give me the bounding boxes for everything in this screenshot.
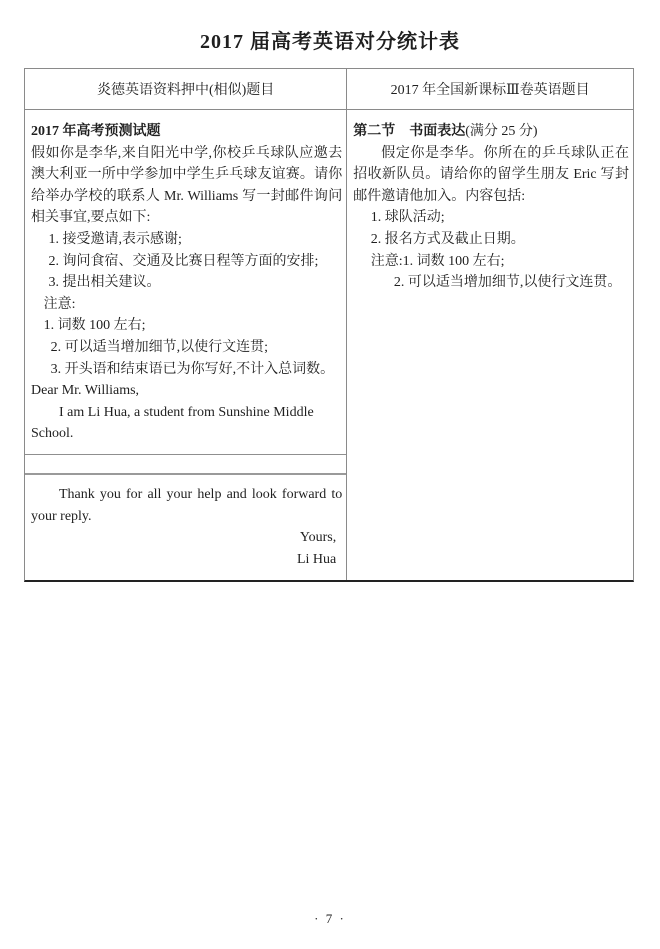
- letter-opening: I am Li Hua, a student from Sunshine Middle School.: [31, 404, 314, 442]
- letter-signature: Li Hua: [296, 551, 337, 567]
- predicted-notes-label: 注意:: [43, 296, 76, 312]
- column-header-actual: 2017 年全国新课标Ⅲ卷英语题目: [390, 83, 590, 98]
- actual-note: 注意:1. 词数 100 左右;: [370, 253, 505, 269]
- letter-closing: Thank you for all your help and look forward to your reply.: [31, 486, 343, 524]
- actual-point: 1. 球队活动;: [370, 210, 445, 226]
- predicted-point: 3. 提出相关建议。: [48, 275, 161, 291]
- table-header-row: [25, 69, 633, 110]
- cell-actual-question: [347, 110, 633, 580]
- column-header-predicted: 炎德英语资料押中(相似)题目: [25, 69, 347, 109]
- actual-heading-title: 第二节 书面表达: [353, 124, 466, 139]
- writing-line: [25, 473, 346, 475]
- page-number: · 7 ·: [314, 911, 346, 926]
- table-body-row: [25, 110, 633, 580]
- predicted-note: 1. 词数 100 左右;: [43, 318, 146, 334]
- predicted-point: 1. 接受邀请,表示感谢;: [48, 231, 182, 247]
- predicted-heading: 2017 年高考预测试题: [31, 124, 161, 139]
- actual-point: 2. 报名方式及截止日期。: [370, 231, 525, 247]
- actual-note: 2. 可以适当增加细节,以使行文连贯。: [393, 275, 622, 291]
- page-title: 2017 届高考英语对分统计表: [200, 31, 460, 53]
- letter-signoff: Yours,: [299, 530, 337, 546]
- predicted-note: 2. 可以适当增加细节,以使行文连贯;: [50, 339, 268, 355]
- predicted-intro: 假如你是李华,来自阳光中学,你校乒乓球队应邀去澳大利亚一所中学参加中学生乒乓球友谊赛。请你给举办学校的联系人 Mr. Williams 写一封邮件询问相关事宜,要点如下:: [31, 145, 343, 226]
- writing-line: [25, 454, 346, 455]
- actual-intro: 假定你是李华。你所在的乒乓球队正在招收新队员。请给你的留学生朋友 Eric 写封邮件邀请他加入。内容包括:: [353, 145, 629, 204]
- actual-heading: [353, 121, 629, 143]
- predicted-note: 3. 开头语和结束语已为你写好,不计入总词数。: [50, 361, 335, 377]
- predicted-point: 2. 询问食宿、交通及比赛日程等方面的安排;: [48, 253, 319, 269]
- cell-predicted-question: [25, 110, 347, 580]
- comparison-table: [24, 68, 634, 582]
- letter-salutation: Dear Mr. Williams,: [31, 383, 140, 399]
- actual-heading-score: (满分 25 分): [465, 124, 538, 139]
